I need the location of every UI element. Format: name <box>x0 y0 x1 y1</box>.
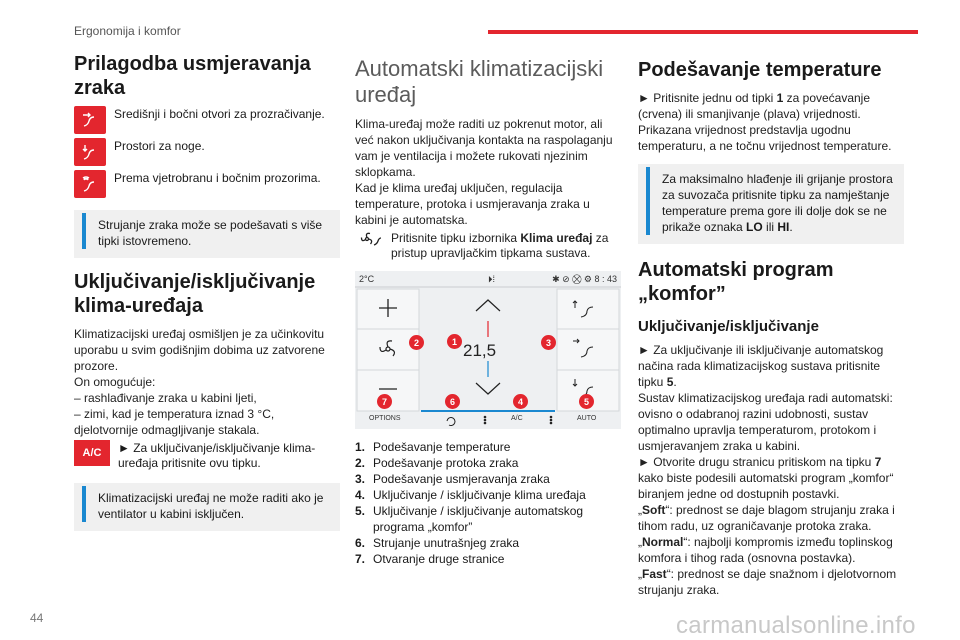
auto-ac-paragraph-2: Kad je klima uređaj uključen, regulacija temperature, protoka i usmjeravanja zraka u kabini je automatska. <box>355 181 590 227</box>
info-note-text: Klimatizacijski uređaj ne može raditi ako je ventilator u kabini isključen. <box>98 491 324 521</box>
column-right <box>638 58 904 598</box>
menu-text-post: za pristup upravljačkim tipkama sustava. <box>391 231 609 260</box>
comfort-fast: „Fast“: prednost se daje snažnom i djelotvornom strujanju zraka. <box>638 567 897 597</box>
media-icon: ⏵⁞ <box>488 274 496 284</box>
heading-ac-on-off: Uključivanje/isključivanje klima-uređaja <box>74 271 316 317</box>
outside-temperature: 2°C <box>359 274 375 284</box>
info-note-multiple-buttons <box>74 210 340 258</box>
comfort-normal: „Normal“: najbolji kompromis između toplinskog komfora i tihog rada (osnovna postavka). <box>638 535 893 565</box>
badge-4: 4 <box>513 394 528 409</box>
legend-item: 7. Otvaranje druge stranice <box>355 552 505 566</box>
status-icons-clock: ✱ ⊘ ⛒ ⚙ 8 : 43 <box>552 274 617 284</box>
info-note-text: Strujanje zraka može se podešavati s više tipki istovremeno. <box>98 218 323 248</box>
menu-instruction-text <box>391 231 621 261</box>
ac-button-row <box>74 440 340 471</box>
comfort-soft: „Soft“: prednost se daje blagom strujanju zraka i tihom radu, uz ograničavanje protoka zraka. <box>638 503 895 533</box>
heading-auto-ac: Automatski klimatizacijski uređaj <box>355 56 604 107</box>
column-left <box>74 52 340 531</box>
menu-instruction-row <box>355 230 621 261</box>
screen-legend-list <box>355 439 621 567</box>
info-note-lo-hi <box>638 164 904 244</box>
ac-paragraph-4: – zimi, kad je temperatura iznad 3 °C, djelotvornije odmagljivanje stakala. <box>74 407 275 437</box>
section-header-title: Ergonomija i komfor <box>74 24 181 38</box>
options-label: OPTIONS <box>369 415 401 422</box>
air-item-center-label: Središnji i bočni otvori za prozračivanje. <box>114 107 325 121</box>
air-item-windscreen <box>74 170 340 198</box>
comfort-paragraph-3: ► Otvorite drugu stranicu pritiskom na tipku 7 kako biste podesili automatski program „komfor“ biranjem jedne od dostupnih postavki. <box>638 455 894 501</box>
temp-paragraph-2: Prikazana vrijednost predstavlja ugodnu temperaturu, a ne točnu vrijednost temperature. <box>638 123 892 153</box>
badge-5: 5 <box>579 394 594 409</box>
air-item-feet-label: Prostori za noge. <box>114 139 205 153</box>
page-number: 44 <box>30 611 44 625</box>
legend-item: 6. Strujanje unutrašnjeg zraka <box>355 536 520 550</box>
info-bar-icon <box>646 171 650 235</box>
air-windscreen-icon <box>74 170 106 198</box>
fan-menu-icon <box>355 230 387 248</box>
column-middle <box>355 56 621 567</box>
air-item-center <box>74 106 340 134</box>
legend-item: 4. Uključivanje / isključivanje klima uređaja <box>355 488 586 502</box>
heading-comfort-program: Automatski program „komfor” <box>638 259 834 305</box>
ac-label: A/C <box>511 415 523 422</box>
header-accent-bar <box>488 30 918 34</box>
badge-1: 1 <box>447 334 462 349</box>
badge-6: 6 <box>445 394 460 409</box>
comfort-paragraph-1: ► Za uključivanje ili isključivanje automatskog načina rada klimatizacijskog sustava pritisnite tipku 5. <box>638 343 884 389</box>
temperature-value: 21,5 <box>463 341 497 360</box>
subheading-on-off: Uključivanje/isključivanje <box>638 318 819 335</box>
info-bar-icon <box>82 490 86 522</box>
legend-item: 5. Uključivanje / isključivanje automatskog programa „komfor” <box>355 504 584 534</box>
legend-item: 3. Podešavanje usmjeravanja zraka <box>355 472 550 486</box>
info-bar-icon <box>82 217 86 249</box>
menu-text-pre: Pritisnite tipku izbornika <box>391 231 521 245</box>
badge-7: 7 <box>377 394 392 409</box>
air-feet-icon <box>74 138 106 166</box>
badge-2: 2 <box>409 335 424 350</box>
temp-paragraph-1: ► Pritisnite jednu od tipki 1 za povećavanje (crvena) ili smanjivanje (plava) vrijednosti. <box>638 91 871 121</box>
ac-button-icon: A/C <box>74 440 110 466</box>
ac-paragraph-3: – rashlađivanje zraka u kabini ljeti, <box>74 391 257 405</box>
heading-temperature-setting: Podešavanje temperature <box>638 59 882 81</box>
ac-paragraph-1: Klimatizacijski uređaj osmišljen je za učinkovitu uporabu u svim godišnjim dobima uz zatvorene prozore. <box>74 327 325 373</box>
ac-button-text: ► Za uključivanje/isključivanje klima-uređaja pritisnite ovu tipku. <box>118 441 316 470</box>
ac-paragraph-2: On omogućuje: <box>74 375 156 389</box>
climate-screen-illustration <box>355 271 621 429</box>
watermark-link[interactable]: carmanualsonline.info <box>676 612 916 639</box>
badge-3: 3 <box>541 335 556 350</box>
auto-ac-paragraph-1: Klima-uređaj može raditi uz pokrenut motor, ali već nakon uključivanja kontakta na raspolaganju vam je ventilacija i možete rukovati njezinim sklopkama. <box>355 117 613 179</box>
info-note-text: Za maksimalno hlađenje ili grijanje prostora za suvozača pritisnite tipku za namještanje temperature prema gore ili dolje dok se ne prikaže oznaka LO ili HI. <box>662 172 893 234</box>
air-center-side-icon <box>74 106 106 134</box>
comfort-paragraph-2: Sustav klimatizacijskog uređaja radi automatski: ovisno o odabranoj razini udobnosti, sustav optimalno upravlja temperaturom, protokom i usmjeravanjem zraka u kabini. <box>638 391 893 453</box>
air-item-feet <box>74 138 340 166</box>
info-note-fan-off <box>74 483 340 531</box>
heading-air-direction: Prilagodba usmjeravanja zraka <box>74 53 311 99</box>
legend-item: 1. Podešavanje temperature <box>355 440 511 454</box>
air-item-windscreen-label: Prema vjetrobranu i bočnim prozorima. <box>114 171 321 185</box>
menu-text-bold: Klima uređaj <box>520 231 593 245</box>
legend-item: 2. Podešavanje protoka zraka <box>355 456 519 470</box>
auto-label: AUTO <box>577 415 597 422</box>
